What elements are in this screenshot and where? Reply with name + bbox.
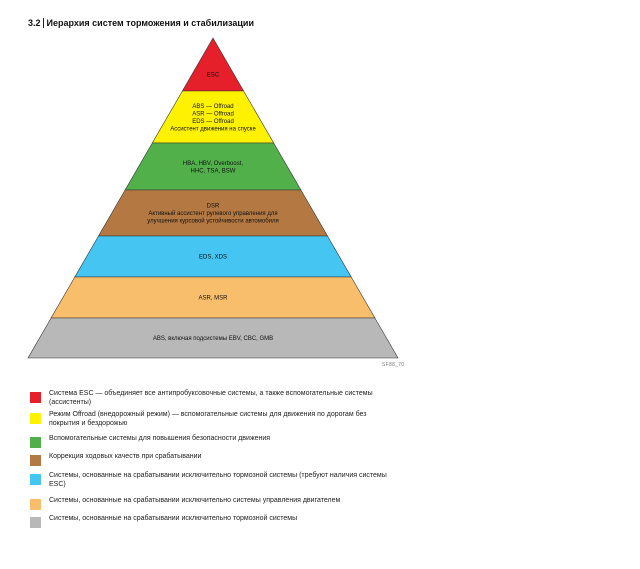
legend-swatch (30, 455, 41, 466)
pyramid-tier-2-label: ABS — Offroad (192, 103, 234, 110)
legend-text: Система ESC — объединяет все антипробуксовочные системы, а также вспомогательные системы (ассистенты) (49, 390, 373, 406)
pyramid-tier-2-label: Ассистент движения на спуске (170, 126, 256, 133)
legend-swatch (30, 499, 41, 510)
pyramid-tier-1 (182, 38, 243, 91)
legend-swatch (30, 392, 41, 403)
legend-text: Режим Offroad (внедорожный режим) — вспомогательные системы для движения по дорогам без покрытия и бездорожью (49, 411, 367, 427)
pyramid-tier-2-label: EDS — Offroad (192, 118, 234, 125)
legend-swatch (30, 437, 41, 448)
legend-swatch (30, 413, 41, 424)
pyramid-tier-4-label: улучшения курсовой устойчивости автомобиля (147, 218, 279, 225)
legend-swatch (30, 517, 41, 528)
legend-text: Системы, основанные на срабатывании исключительно тормозной системы (49, 515, 298, 522)
pyramid-tier-1-label: ESC (206, 72, 220, 79)
legend-text: Коррекция ходовых качеств при срабатывании (49, 453, 202, 460)
pyramid-tier-2-label: ASR — Offroad (192, 111, 234, 118)
pyramid-tier-5-label: EDS, XDS (198, 254, 228, 261)
pyramid-tier-6-label: ASR, MSR (198, 295, 228, 302)
pyramid-tier-4-label: Активный ассистент рулевого управления для (148, 211, 278, 217)
legend-text: Системы, основанные на срабатывании исключительно тормозной системы (требуют наличия системы ESC) (49, 472, 387, 488)
section-title: Иерархия систем торможения и стабилизации (46, 18, 254, 28)
legend-text: Системы, основанные на срабатывании исключительно системы управления двигателем (49, 497, 341, 504)
legend-text: Вспомогательные системы для повышения безопасности движения (49, 435, 271, 442)
section-number: 3.2 (28, 18, 44, 28)
figure-code: SF88_70 (382, 362, 405, 368)
pyramid-tier-4-label: DSR (206, 203, 220, 210)
legend-swatch (30, 474, 41, 485)
pyramid-tier-3-label: HHC, TSA, BSW (190, 168, 236, 175)
pyramid-tier-3-label: HBA, HBV, Overboost, (182, 160, 244, 167)
pyramid-tier-7-label: ABS, включая подсистемы EBV, CBC, GMB (152, 336, 274, 342)
